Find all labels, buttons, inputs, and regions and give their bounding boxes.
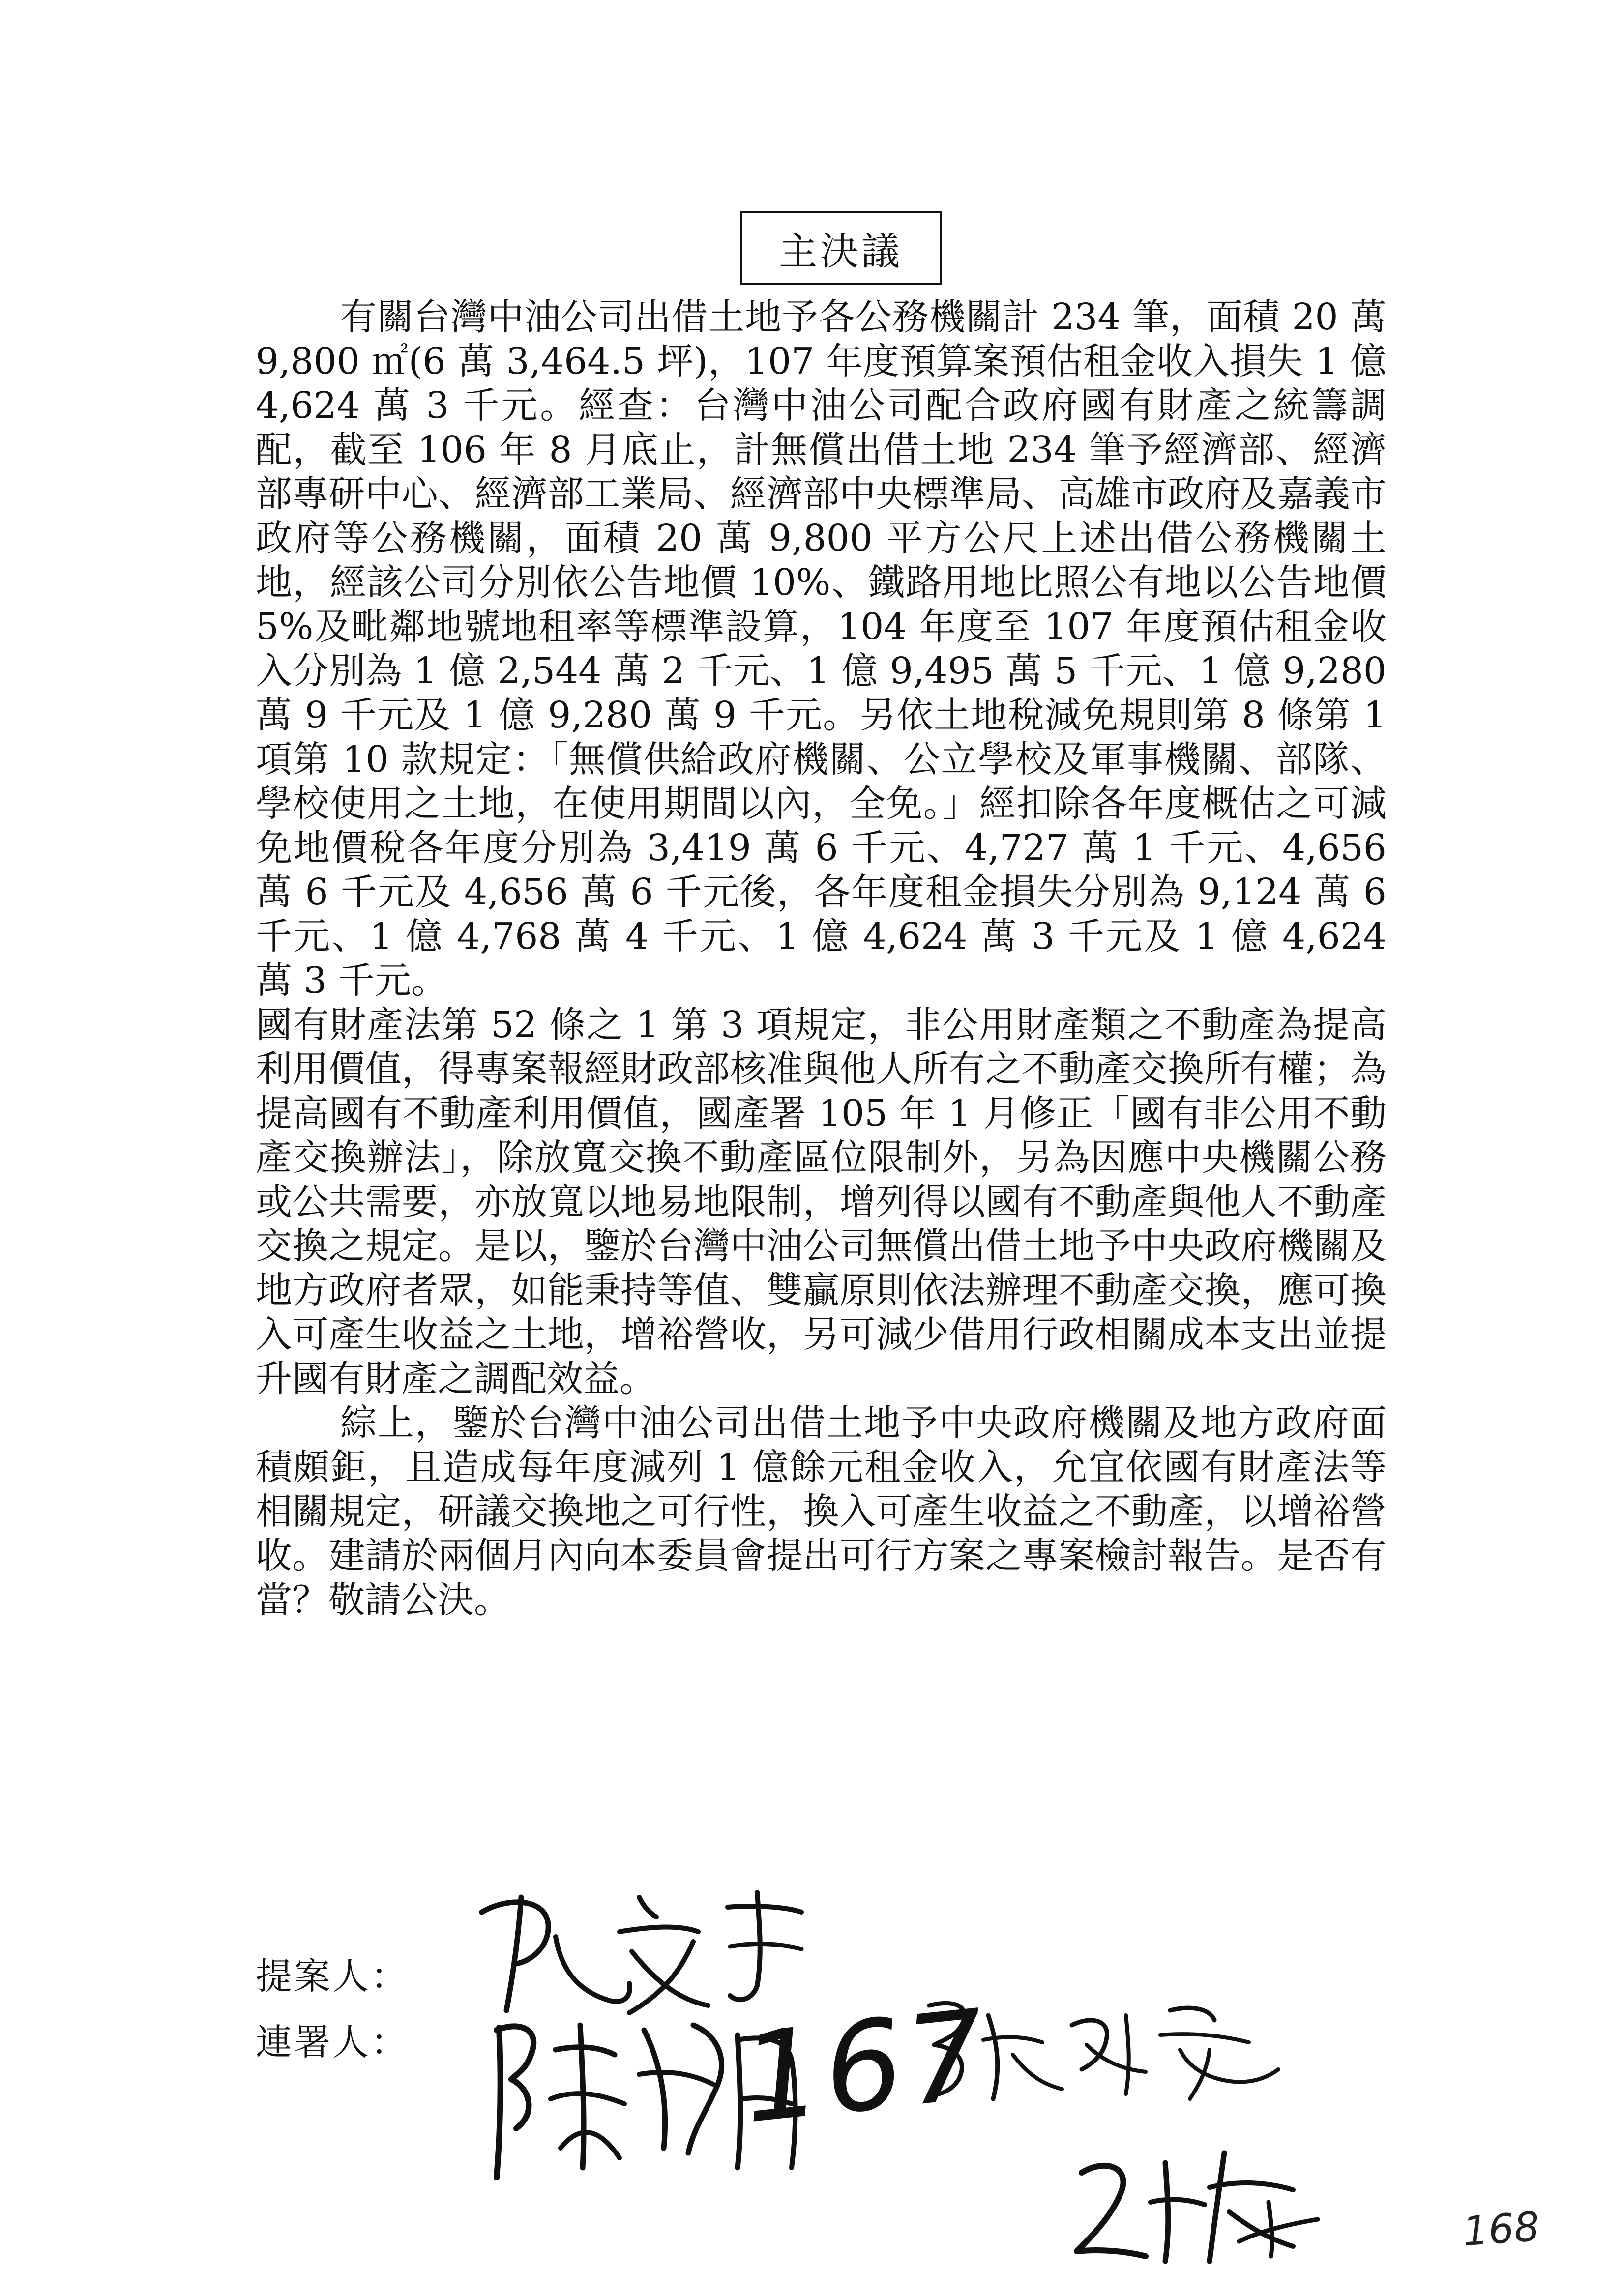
paragraph-conclusion: 綜上，鑒於台灣中油公司出借土地予中央政府機關及地方政府面積頗鉅，且造成每年度減列 1 億餘元租金收入，允宜依國有財產法等相關規定，研議交換地之可行性，換入可產生收益之不動產，以增裕營收。建請於兩個月內向本委員會提出可行方案之專案檢討報告。是否有當？敬請公決。 xyxy=(256,1402,1387,1621)
cosigner-signature-3 xyxy=(1062,2133,1328,2271)
proposer-label: 提案人： xyxy=(256,1955,409,1998)
resolution-title-box xyxy=(740,211,942,285)
page-number: 168 xyxy=(1461,2203,1541,2256)
paragraph-legal-basis: 國有財產法第 52 條之 1 第 3 項規定，非公用財產類之不動產為提高利用價值，得專案報經財政部核准與他人所有之不動產交換所有權；為提高國有不動產利用價值，國產署 105 年 1 月修正「國有非公用不動產交換辦法」，除放寬交換不動產區位限制外，另為因應中央機關公務或公共需要，亦放寬以地易地限制，增列得以國有不動產與他人不動產交換之規定。是以，鑒於台灣中油公司無償出借土地予中央政府機關及地方政府者眾，如能秉持等值、雙贏原則依法辦理不動產交換，應可換入可產生收益之土地，增裕營收，另可減少借用行政相關成本支出並提升國有財產之調配效益。 xyxy=(256,1004,1387,1400)
paragraph-findings: 有關台灣中油公司出借土地予各公務機關計 234 筆，面積 20 萬 9,800 ㎡(6 萬 3,464.5 坪)，107 年度預算案預估租金收入損失 1 億 4,624 萬 3 千元。經查：台灣中油公司配合政府國有財產之統籌調配，截至 106 年 8 月底止，計無償出借土地 234 筆予經濟部、經濟部專研中心、經濟部工業局、經濟部中央標準局、高雄市政府及嘉義市政府等公務機關，面積 20 萬 9,800 平方公尺上述出借公務機關土地，經該公司分別依公告地價 10%、鐵路用地比照公有地以公告地價 5%及毗鄰地號地租率等標準設算，104 年度至 107 年度預估租金收入分別為 1 億 2,544 萬 2 千元、1 億 9,495 萬 5 千元、1 億 9,280 萬 9 千元及 1 億 9,280 萬 9 千元。另依土地稅減免規則第 8 條第 1 項第 10 款規定：「無償供給政府機關、公立學校及軍事機關、部隊、學校使用之土地，在使用期間以內，全免。」經扣除各年度概估之可減免地價稅各年度分別為 3,419 萬 6 千元、4,727 萬 1 千元、4,656 萬 6 千元及 4,656 萬 6 千元後，各年度租金損失分別為 9,124 萬 6 千元、1 億 4,768 萬 4 千元、1 億 4,624 萬 3 千元及 1 億 4,624 萬 3 千元。 xyxy=(256,296,1387,1002)
stamp-number: 167 xyxy=(736,1982,996,2151)
resolution-body xyxy=(256,295,1387,1622)
cosigner-label: 連署人： xyxy=(256,2021,409,2063)
resolution-title: 主決議 xyxy=(778,230,903,274)
